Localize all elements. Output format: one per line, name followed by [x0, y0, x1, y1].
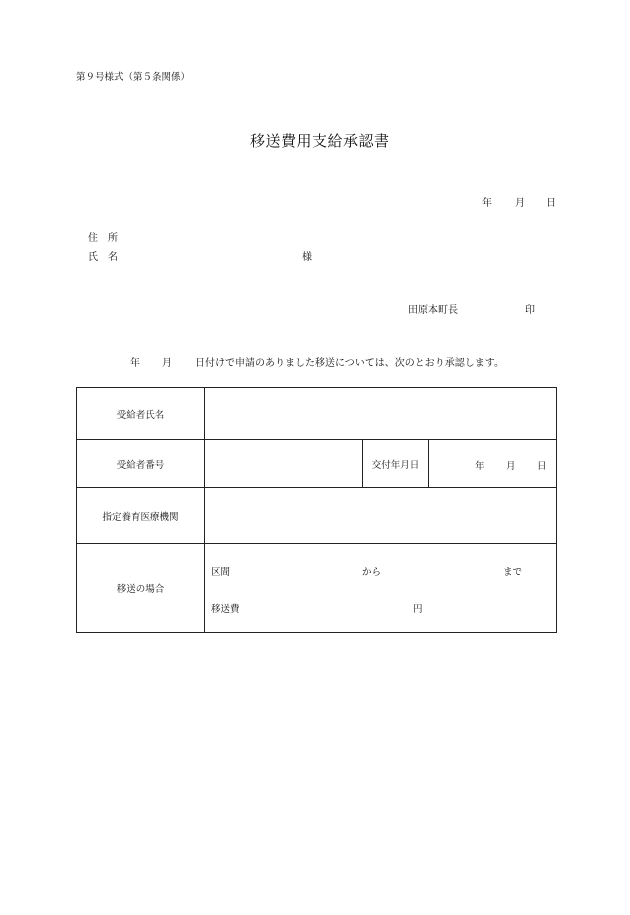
recipient-name-row — [77, 388, 557, 440]
issue-date-label: 交付年月日 — [363, 440, 429, 488]
issue-date-day: 日 — [537, 460, 547, 472]
body-year-label: 年 — [130, 358, 140, 369]
date-month-label: 月 — [515, 198, 525, 209]
name-label: 氏 名 — [88, 252, 118, 263]
cost-label: 移送費 — [211, 603, 240, 615]
recipient-number-row — [77, 440, 557, 488]
issue-date-value — [429, 440, 557, 488]
from-label: から — [362, 566, 382, 578]
medical-institution-value — [205, 488, 557, 544]
transport-row — [77, 544, 557, 633]
address-label: 住 所 — [88, 233, 118, 244]
transport-label: 移送の場合 — [77, 544, 205, 633]
medical-institution-label: 指定養育医療機関 — [77, 488, 205, 544]
date-year-label: 年 — [482, 198, 492, 209]
recipient-name-label: 受給者氏名 — [77, 388, 205, 440]
body-sentence: 日付けで申請のありました移送については、次のとおり承認します。 — [195, 358, 504, 369]
recipient-name-value — [205, 388, 557, 440]
section-label: 区間 — [211, 566, 231, 578]
transport-details — [205, 544, 557, 633]
yen-label: 円 — [413, 603, 423, 615]
issue-date-month: 月 — [506, 460, 516, 472]
to-label: まで — [503, 566, 523, 578]
recipient-number-label: 受給者番号 — [77, 440, 205, 488]
honorific: 様 — [302, 252, 312, 263]
issue-date-year: 年 — [475, 460, 485, 472]
seal-mark: 印 — [525, 305, 535, 316]
date-day-label: 日 — [546, 198, 556, 209]
form-number: 第９号様式（第５条関係） — [76, 72, 191, 83]
body-month-label: 月 — [162, 358, 172, 369]
approval-table — [76, 387, 557, 633]
document-title: 移送費用支給承認書 — [250, 132, 390, 150]
recipient-number-value — [205, 440, 363, 488]
issuer-name: 田原本町長 — [408, 305, 458, 316]
medical-institution-row — [77, 488, 557, 544]
